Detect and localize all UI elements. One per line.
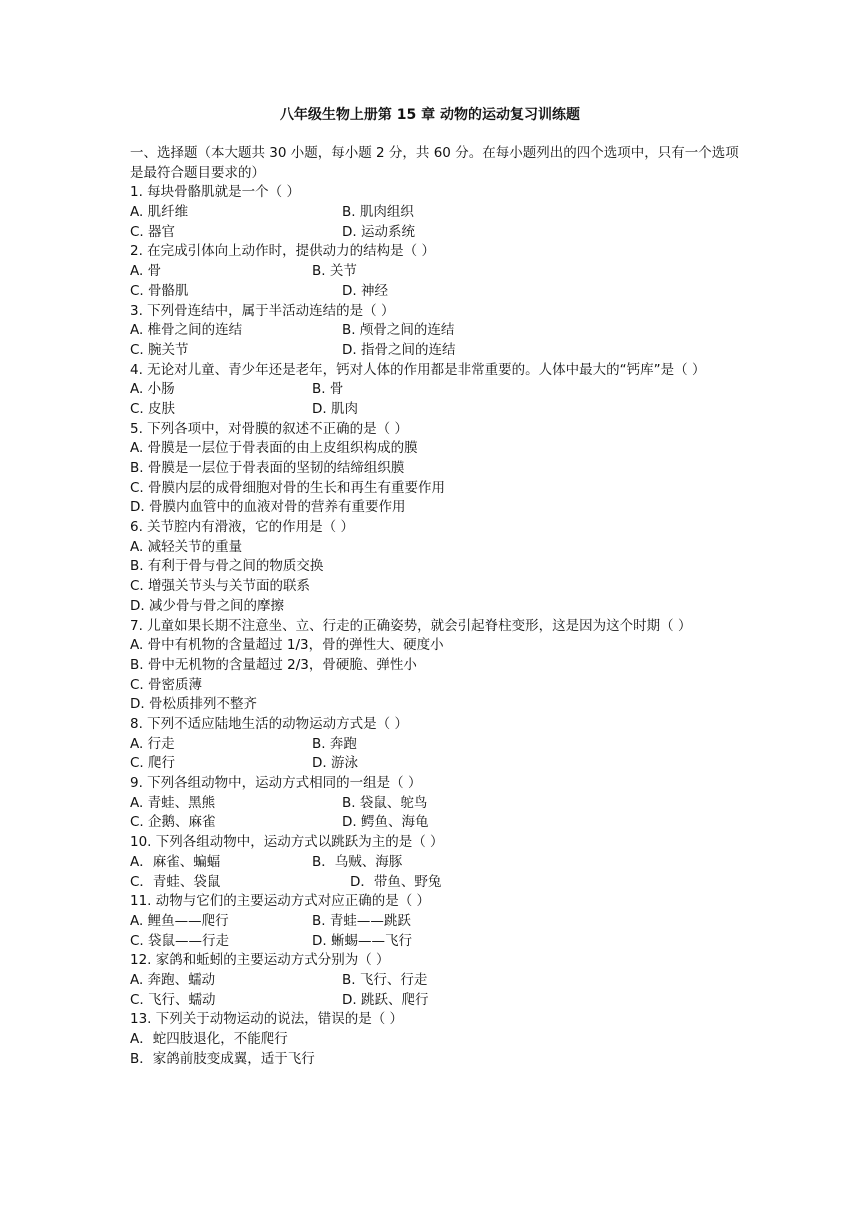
- option-row: [130, 991, 740, 1011]
- option-d: D. 骨膜内血管中的血液对骨的营养有重要作用: [130, 499, 406, 516]
- option-a: A. 骨: [130, 263, 162, 280]
- option-row: [130, 971, 740, 991]
- option-a: A. 减轻关节的重量: [130, 538, 243, 555]
- option-c: C. 皮肤: [130, 400, 176, 417]
- option-row: [130, 853, 740, 873]
- option-a: A. 鲤鱼——爬行: [130, 912, 229, 929]
- question-stem: 5. 下列各项中，对骨膜的叙述不正确的是（ ）: [130, 420, 408, 437]
- option-b: B. 关节: [312, 263, 357, 280]
- option-row: [130, 282, 740, 302]
- option-c: C．青蛙、袋鼠: [130, 873, 221, 890]
- option-b: B. 袋鼠、鸵鸟: [342, 794, 428, 811]
- question-stem: 7. 儿童如果长期不注意坐、立、行走的正确姿势，就会引起脊柱变形，这是因为这个时期（ ）: [130, 617, 692, 634]
- option-d: D. 蜥蜴——飞行: [312, 932, 412, 949]
- option-row: [130, 341, 740, 361]
- option-d: D. 肌肉: [312, 400, 358, 417]
- option-a: A. 椎骨之间的连结: [130, 322, 243, 339]
- option-c: C. 企鹅、麻雀: [130, 814, 216, 831]
- option-d: D．带鱼、野兔: [350, 873, 442, 890]
- option-c: C. 骨密质薄: [130, 676, 203, 693]
- option-b: B. 有利于骨与骨之间的物质交换: [130, 558, 324, 575]
- option-a: A．麻雀、蝙蝠: [130, 853, 221, 870]
- option-a: A. 骨膜是一层位于骨表面的由上皮组织构成的膜: [130, 440, 418, 457]
- option-b: B. 肌肉组织: [342, 204, 414, 221]
- option-d: D. 游泳: [312, 755, 358, 772]
- option-row: [130, 794, 740, 814]
- page-title: 八年级生物上册第 15 章 动物的运动复习训练题: [279, 107, 581, 123]
- option-c: C. 骨骼肌: [130, 282, 189, 299]
- option-b: B. 飞行、行走: [342, 971, 428, 988]
- option-d: D. 鳄鱼、海龟: [342, 814, 429, 831]
- question-stem: 2. 在完成引体向上动作时，提供动力的结构是（ ）: [130, 243, 435, 260]
- option-row: [130, 912, 740, 932]
- option-a: A. 骨中有机物的含量超过 1/3，骨的弹性大、硬度小: [130, 637, 444, 654]
- option-b: B. 骨膜是一层位于骨表面的坚韧的结缔组织膜: [130, 460, 405, 477]
- option-row: [130, 735, 740, 755]
- option-d: D. 指骨之间的连结: [342, 341, 456, 358]
- question-stem: 3. 下列骨连结中，属于半活动连结的是（ ）: [130, 302, 395, 319]
- option-row: [130, 932, 740, 952]
- option-b: B. 奔跑: [312, 735, 357, 752]
- option-b: B. 青蛙——跳跃: [312, 912, 411, 929]
- option-a: A. 肌纤维: [130, 204, 189, 221]
- option-b: B．家鸽前肢变成翼，适于飞行: [130, 1050, 315, 1067]
- option-row: [130, 223, 740, 243]
- option-row: [130, 321, 740, 341]
- question-stem: 13. 下列关于动物运动的说法，错误的是（ ）: [130, 1011, 404, 1028]
- option-d: D. 神经: [342, 282, 388, 299]
- question-stem: 10. 下列各组动物中，运动方式以跳跃为主的是（ ）: [130, 834, 444, 851]
- option-a: A. 奔跑、蠕动: [130, 971, 216, 988]
- option-b: B. 骨中无机物的含量超过 2/3，骨硬脆、弹性小: [130, 656, 417, 673]
- question-list: [130, 144, 740, 1069]
- option-d: D. 减少骨与骨之间的摩擦: [130, 597, 284, 614]
- question-stem: 9. 下列各组动物中，运动方式相同的一组是（ ）: [130, 775, 422, 792]
- question-stem: 6. 关节腔内有滑液，它的作用是（ ）: [130, 519, 354, 536]
- question-stem: 1. 每块骨骼肌就是一个（ ）: [130, 184, 300, 201]
- option-c: C. 增强关节头与关节面的联系: [130, 578, 311, 595]
- section-intro: 一、选择题（本大题共 30 小题，每小题 2 分，共 60 分。在每小题列出的四个选项中，只有一个选项是最符合题目要求的）: [130, 145, 739, 181]
- question-stem: 12. 家鸽和蚯蚓的主要运动方式分别为（ ）: [130, 952, 390, 969]
- option-a: A. 小肠: [130, 381, 175, 398]
- option-row: [130, 380, 740, 400]
- option-c: C. 爬行: [130, 755, 176, 772]
- option-b: B. 骨: [312, 381, 344, 398]
- option-a: A. 行走: [130, 735, 175, 752]
- question-stem: 8. 下列不适应陆地生活的动物运动方式是（ ）: [130, 716, 408, 732]
- option-a: A．蛇四肢退化，不能爬行: [130, 1031, 288, 1047]
- question-stem: 11. 动物与它们的主要运动方式对应正确的是（ ）: [130, 893, 431, 910]
- option-d: D. 跳跃、爬行: [342, 991, 429, 1008]
- option-row: [130, 813, 740, 833]
- option-row: [130, 203, 740, 223]
- option-b: B. 颅骨之间的连结: [342, 322, 455, 339]
- option-c: C. 骨膜内层的成骨细胞对骨的生长和再生有重要作用: [130, 479, 446, 496]
- option-row: [130, 754, 740, 774]
- option-d: D. 运动系统: [342, 223, 415, 240]
- option-a: A. 青蛙、黑熊: [130, 794, 216, 811]
- question-stem: 4. 无论对儿童、青少年还是老年，钙对人体的作用都是非常重要的。人体中最大的“钙库”是（ ）: [130, 361, 706, 378]
- option-c: C. 器官: [130, 223, 176, 240]
- option-b: B．乌贼、海豚: [312, 853, 403, 870]
- option-c: C. 袋鼠——行走: [130, 932, 230, 949]
- option-row: [130, 262, 740, 282]
- option-c: C. 飞行、蠕动: [130, 991, 216, 1008]
- option-d: D. 骨松质排列不整齐: [130, 696, 257, 713]
- option-c: C. 腕关节: [130, 341, 189, 358]
- option-row: [130, 400, 740, 420]
- option-row: [130, 873, 740, 893]
